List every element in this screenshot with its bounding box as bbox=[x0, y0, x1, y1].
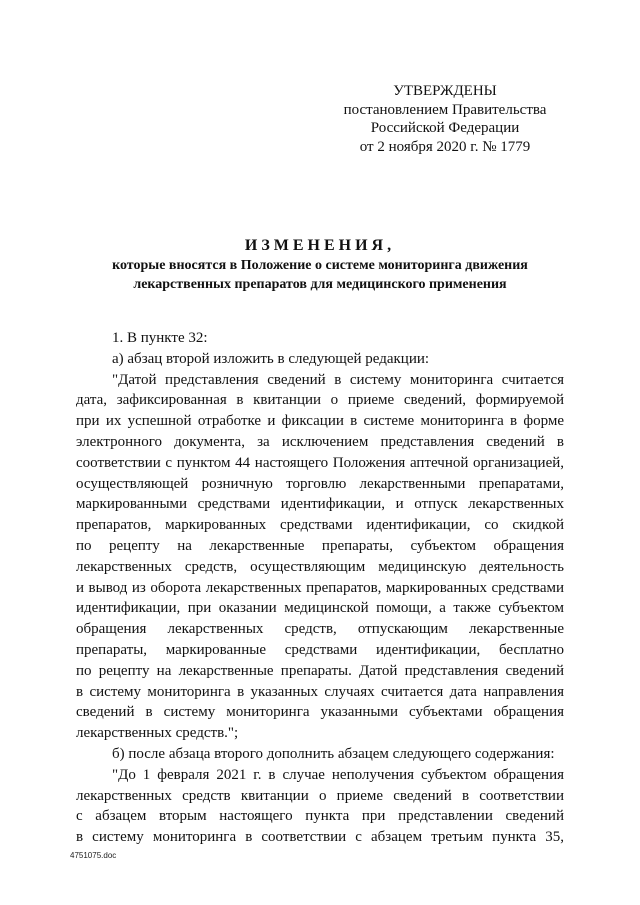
paragraph-line: соответствии с пунктом 44 настоящего Положения аптечной организацией, bbox=[76, 454, 564, 471]
paragraph-line: и вывод из оборота лекарственных препаратов, маркированных средствами bbox=[76, 579, 564, 596]
paragraph-line: препаратов, маркированных средствами идентификации, со скидкой bbox=[76, 517, 564, 534]
title-subtitle-line: которые вносятся в Положение о системе мониторинга движения bbox=[112, 258, 528, 273]
paragraph-line: при их успешной отработке и фиксации в системе мониторинга в форме bbox=[76, 413, 564, 430]
paragraph-line: лекарственных средств."; bbox=[76, 725, 239, 742]
paragraph-line: по рецепту на лекарственные препараты. Датой представления сведений bbox=[76, 662, 564, 679]
paragraph-line: дата, зафиксированная в квитанции о приеме сведений, формируемой bbox=[76, 392, 564, 409]
paragraph-line: обращения лекарственных средств, отпускающим лекарственные bbox=[76, 621, 564, 638]
approval-date-number: от 2 ноября 2020 г. № 1779 bbox=[359, 138, 531, 155]
paragraph-line: с абзацем вторым настоящего пункта при представлении сведений bbox=[76, 808, 564, 825]
document-title bbox=[60, 236, 580, 294]
paragraph-line: идентификации, при оказании медицинской помощи, а также субъектом bbox=[76, 600, 564, 617]
paragraph-line: "До 1 февраля 2021 г. в случае неполучения субъектом обращения bbox=[112, 766, 564, 783]
paragraph-line: в систему мониторинга в указанных случаях считается дата направления bbox=[76, 683, 564, 700]
paragraph-line: б) после абзаца второго дополнить абзацем следующего содержания: bbox=[112, 745, 555, 762]
paragraph-line: электронного документа, за исключением представления сведений в bbox=[76, 433, 564, 450]
approval-line: постановлением Правительства bbox=[343, 101, 547, 118]
paragraph-line: по рецепту на лекарственные препараты, субъектом обращения bbox=[76, 537, 564, 554]
paragraph-line: лекарственных средств, осуществляющим медицинскую деятельность bbox=[76, 558, 564, 575]
paragraph-line: лекарственных средств квитанции о приеме сведений в соответствии bbox=[76, 787, 564, 804]
title-subtitle-line: лекарственных препаратов для медицинского применения bbox=[133, 277, 507, 292]
title-main: ИЗМЕНЕНИЯ, bbox=[244, 237, 396, 254]
approval-line: Российской Федерации bbox=[370, 120, 520, 136]
paragraph-line: 1. В пункте 32: bbox=[112, 330, 208, 346]
footer-doc-id: 4751075.doc bbox=[70, 851, 117, 860]
document-body bbox=[76, 328, 564, 848]
paragraph-line: "Датой представления сведений в систему мониторинга считается bbox=[112, 371, 564, 388]
paragraph-line: маркированными средствами идентификации, и отпуск лекарственных bbox=[76, 496, 564, 513]
paragraph-line: препараты, маркированные средствами идентификации, бесплатно bbox=[76, 641, 564, 658]
paragraph-line: сведений в систему мониторинга указанными субъектами обращения bbox=[76, 704, 564, 721]
approval-heading: УТВЕРЖДЕНЫ bbox=[393, 83, 497, 99]
paragraph-line: осуществляющей розничную торговлю лекарственными препаратами, bbox=[76, 475, 564, 492]
approval-block bbox=[330, 82, 560, 156]
paragraph-line: а) абзац второй изложить в следующей редакции: bbox=[112, 350, 430, 367]
paragraph-line: в систему мониторинга в соответствии с абзацем третьим пункта 35, bbox=[76, 829, 564, 846]
